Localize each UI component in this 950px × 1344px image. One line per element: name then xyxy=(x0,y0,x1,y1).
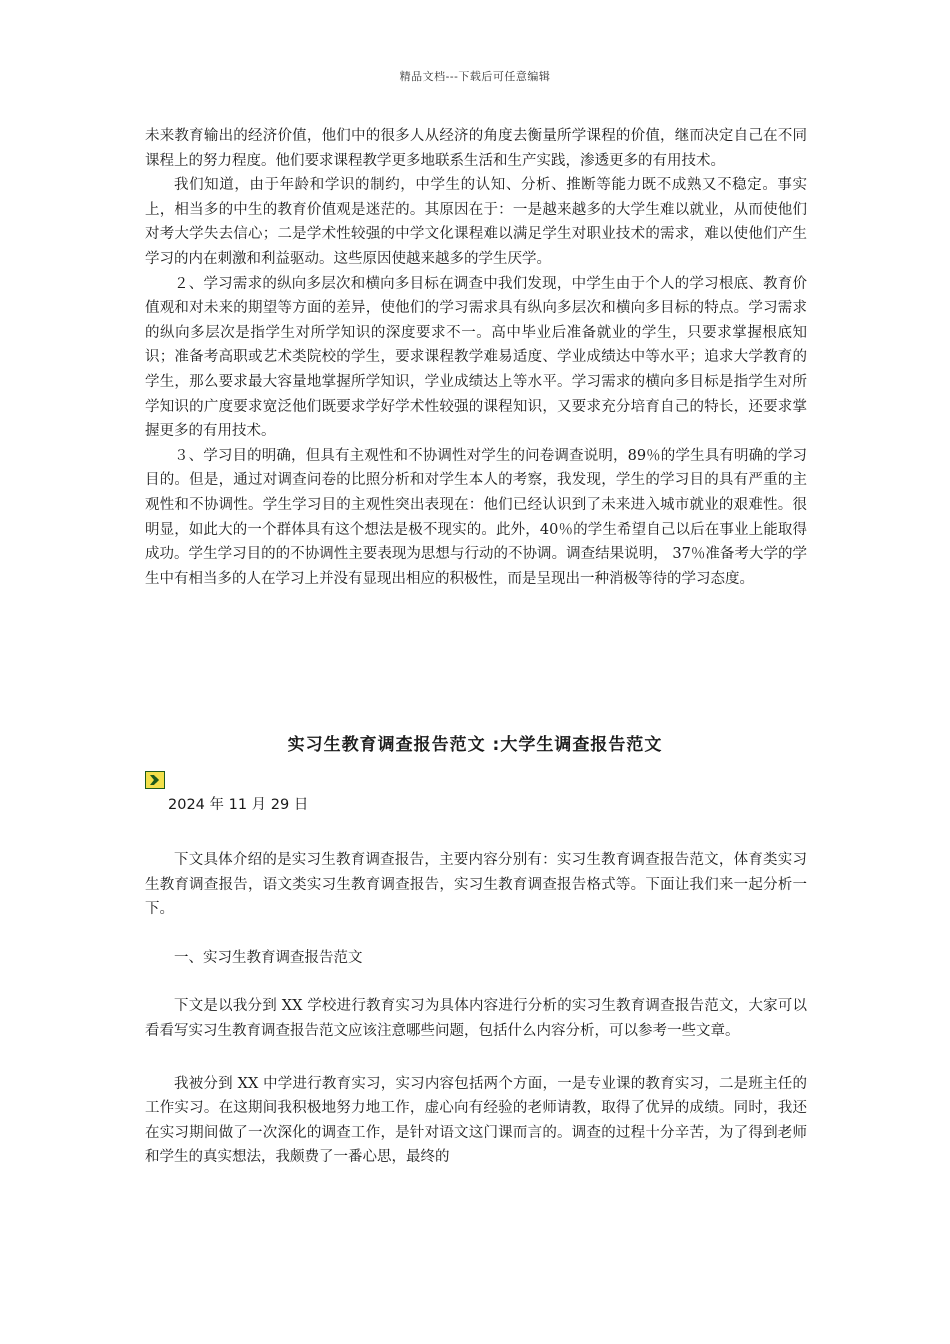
article-date: 2024 年 11 月 29 日 xyxy=(168,797,309,813)
arrow-icon xyxy=(146,772,164,788)
paragraph: 下文是以我分到 XX 学校进行教育实习为具体内容进行分析的实习生教育调查报告范文，大家可以看看写实习生教育调查报告范文应该注意哪些问题，包括什么内容分析，可以参考一些文章。 xyxy=(145,998,807,1039)
paragraph: 下文具体介绍的是实习生教育调查报告，主要内容分别有：实习生教育调查报告范文，体育类实习生教育调查报告，语文类实习生教育调查报告，实习生教育调查报告格式等。下面让我们来一起分析一下。 xyxy=(145,852,807,918)
article-title: 实习生教育调查报告范文 :大学生调查报告范文 xyxy=(287,735,663,755)
document-link-icon[interactable] xyxy=(145,771,165,789)
body-section-1 xyxy=(145,124,807,591)
paragraph: 我们知道，由于年龄和学识的制约，中学生的认知、分析、推断等能力既不成熟又不稳定。事实上，相当多的中生的教育价值观是迷茫的。其原因在于：一是越来越多的大学生难以就业，从而使他们对考大学失去信心；二是学术性较强的中学文化课程难以满足学生对职业技术的需求，难以使他们产生学习的内在刺激和利益驱动。这些原因使越来越多的学生厌学。 xyxy=(145,177,807,267)
paragraph: 未来教育输出的经济价值，他们中的很多人从经济的角度去衡量所学课程的价值，继而决定自己在不同课程上的努力程度。他们要求课程教学更多地联系生活和生产实践，渗透更多的有用技术。 xyxy=(145,128,807,169)
paragraph: ３、学习目的明确，但具有主观性和不协调性对学生的问卷调查说明，89％的学生具有明确的学习目的。但是，通过对调查问卷的比照分析和对学生本人的考察，我发现，学生的学习目的具有严重的主观性和不协调性。学生学习目的主观性突出表现在：他们已经认识到了未来进入城市就业的艰难性。很明显，如此大的一个群体具有这个想法是极不现实的。此外，40％的学生希望自己以后在事业上能取得成功。学生学习目的的不协调性主要表现为思想与行动的不协调。调查结果说明， 37％准备考大学的学生中有相当多的人在学习上并没有显现出相应的积极性，而是呈现出一种消极等待的学习态度。 xyxy=(145,447,807,587)
article-body xyxy=(145,848,807,1170)
page-header: 精品文档---下载后可任意编辑 xyxy=(399,70,551,83)
paragraph: ２、学习需求的纵向多层次和横向多目标在调查中我们发现，中学生由于个人的学习根底、教育价值观和对未来的期望等方面的差异，使他们的学习需求具有纵向多层次和横向多目标的特点。学习需求的纵向多层次是指学生对所学知识的深度要求不一。高中毕业后准备就业的学生，只要求掌握根底知识；准备考高职或艺术类院校的学生，要求课程教学难易适度、学业成绩达中等水平；追求大学教育的学生，那么要求最大容量地掌握所学知识，学业成绩达上等水平。学习需求的横向多目标是指学生对所学知识的广度要求宽泛他们既要求学好学术性较强的课程知识，又要求充分培育自己的特长，还要求掌握更多的有用技术。 xyxy=(145,275,807,440)
paragraph: 我被分到 XX 中学进行教育实习，实习内容包括两个方面，一是专业课的教育实习，二是班主任的工作实习。在这期间我积极地努力地工作，虚心向有经验的老师请教，取得了优异的成绩。同时，我还在实习期间做了一次深化的调查工作，是针对语文这门课而言的。调查的过程十分辛苦，为了得到老师和学生的真实想法，我颇费了一番心思，最终的 xyxy=(145,1075,807,1166)
section-heading: 一、实习生教育调查报告范文 xyxy=(174,949,363,966)
